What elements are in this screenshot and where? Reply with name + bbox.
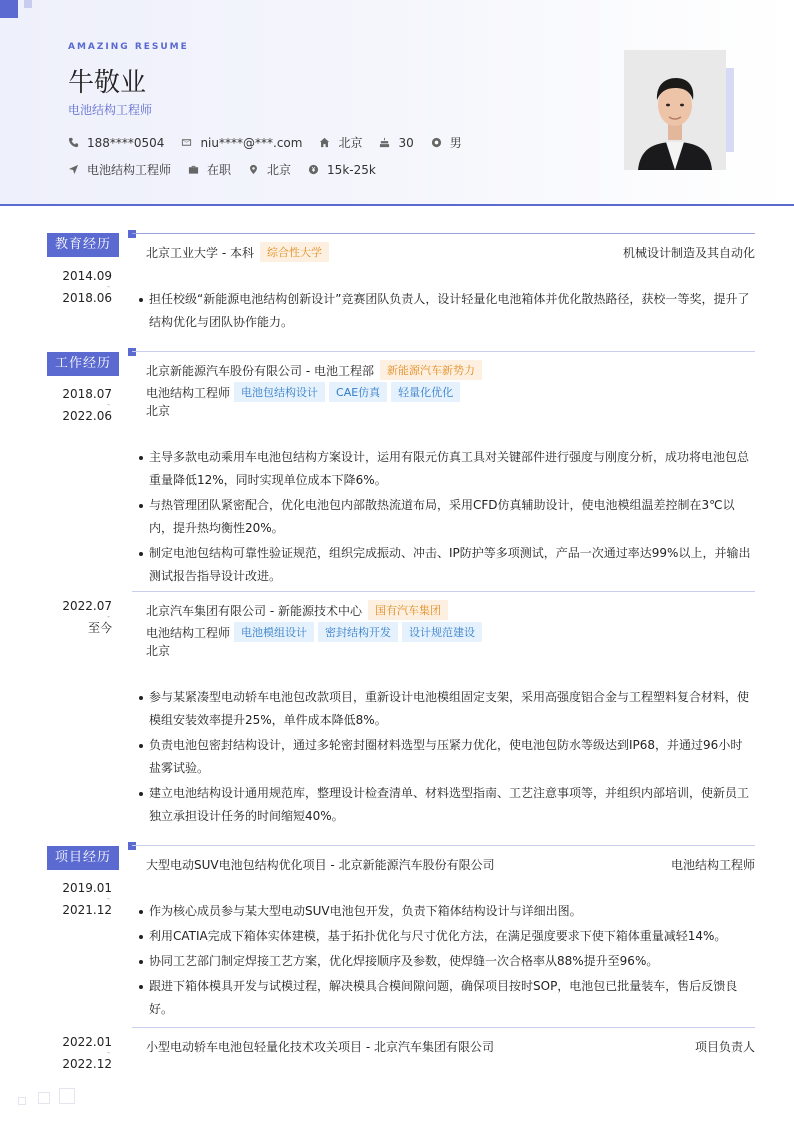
section-divider [132, 351, 755, 352]
skill-tag: 电池包结构设计 [234, 382, 325, 402]
date-separator: - [107, 894, 110, 903]
target-city-item [248, 161, 291, 178]
date-end: 2021.12 [62, 903, 112, 917]
skill-tag: 密封结构开发 [318, 622, 398, 642]
section-divider [132, 233, 755, 234]
skill-tag: 设计规范建设 [402, 622, 482, 642]
job-intent-row [68, 161, 393, 178]
date-separator: - [107, 400, 110, 409]
list-item: 负责电池包密封结构设计，通过多轮密封圈材料选型与压紧力优化，使电池包防水等级达到IP68，并通过96小时盐雾试验。 [138, 734, 752, 780]
candidate-title: 电池结构工程师 [68, 103, 153, 117]
residence-text: 北京 [338, 136, 363, 150]
project-date-range-2 [42, 1035, 112, 1071]
candidate-name: 牛敬业 [68, 68, 147, 98]
status-item [188, 161, 231, 178]
skill-tag: 电池模组设计 [234, 622, 314, 642]
section-marker [128, 230, 136, 238]
skill-tag: CAE仿真 [329, 382, 387, 402]
education-major: 机械设计制造及其自动化 [622, 246, 755, 260]
company-type-tag: 国有汽车集团 [368, 600, 448, 620]
section-label-projects: 项目经历 [47, 846, 119, 870]
decorative-square [0, 0, 18, 18]
email-item [181, 136, 302, 150]
home-icon [319, 137, 330, 148]
target-city-text: 北京 [267, 163, 292, 177]
education-date-range [42, 269, 112, 305]
resume-header [0, 0, 794, 206]
section-label-work: 工作经历 [47, 352, 119, 376]
list-item: 与热管理团队紧密配合，优化电池包内部散热流道布局，采用CFD仿真辅助设计，使电池模组温差控制在3℃以内，提升热均衡性20%。 [138, 494, 752, 540]
list-item: 跟进下箱体模具开发与试模过程，解决模具合模间隙问题，确保项目按时SOP，电池包已批量装车，售后反馈良好。 [138, 975, 752, 1021]
section-marker [128, 348, 136, 356]
work-title-row-1 [146, 360, 482, 380]
skill-tag: 轻量化优化 [391, 382, 460, 402]
date-end: 2018.06 [62, 291, 112, 305]
work-role-row-1 [146, 382, 460, 402]
salary-icon [308, 164, 319, 175]
age-text: 30 [398, 135, 414, 150]
work-location: 北京 [146, 404, 171, 418]
resume-tagline: AMAZING RESUME [68, 42, 189, 52]
project-date-range-1 [42, 881, 112, 917]
date-start: 2018.07 [62, 387, 112, 401]
briefcase-icon [188, 164, 199, 175]
age-item [379, 136, 413, 150]
company-type-tag: 新能源汽车新势力 [380, 360, 482, 380]
entry-divider [132, 591, 755, 592]
date-end: 至今 [87, 621, 112, 635]
mail-icon [181, 137, 192, 148]
target-position-text: 电池结构工程师 [87, 163, 172, 177]
residence-item [319, 134, 362, 151]
gender-text: 男 [449, 136, 462, 150]
list-item: 利用CATIA完成下箱体实体建模，基于拓扑优化与尺寸优化方法，在满足强度要求下使下箱体重量减轻14%。 [138, 925, 752, 948]
date-start: 2022.01 [62, 1035, 112, 1049]
project-name: 小型电动轿车电池包轻量化技术攻关项目 - 北京汽车集团有限公司 [146, 1040, 494, 1054]
section-label-education: 教育经历 [47, 233, 119, 257]
contact-info-row [68, 134, 479, 151]
list-item: 制定电池包结构可靠性验证规范，组织完成振动、冲击、IP防护等多项测试，产品一次通过率达99%以上，并输出测试报告指导设计改进。 [138, 542, 752, 588]
location-pin-icon [248, 164, 259, 175]
project-role: 电池结构工程师 [670, 858, 755, 872]
section-divider [132, 845, 755, 846]
phone-icon [68, 137, 79, 148]
gender-item [431, 134, 462, 151]
project-bullet-list-1 [138, 900, 752, 1023]
work-date-range-2 [42, 599, 112, 635]
education-bullet-list [138, 288, 752, 336]
decorative-square [38, 1092, 50, 1104]
list-item: 协同工艺部门制定焊接工艺方案，优化焊接顺序及参数，使焊缝一次合格率从88%提升至96%。 [138, 950, 752, 973]
date-start: 2022.07 [62, 599, 112, 613]
project-name: 大型电动SUV电池包结构优化项目 - 北京新能源汽车股份有限公司 [146, 858, 495, 872]
decorative-square [18, 1097, 26, 1105]
list-item: 建立电池结构设计通用规范库，整理设计检查清单、材料选型指南、工艺注意事项等，并组织内部培训，使新员工独立承担设计任务的时间缩短40%。 [138, 782, 752, 828]
education-title-row [146, 242, 329, 262]
job-role: 电池结构工程师 [146, 625, 231, 640]
job-role: 电池结构工程师 [146, 385, 231, 400]
list-item: 担任校级“新能源电池结构创新设计”竞赛团队负责人，设计轻量化电池箱体并优化散热路径，获校一等奖，提升了结构优化与团队协作能力。 [138, 288, 752, 334]
work-title-row-2 [146, 600, 448, 620]
gender-icon [431, 137, 442, 148]
decorative-square-small [24, 0, 32, 8]
date-separator: - [107, 612, 110, 621]
profile-photo-frame [624, 50, 734, 170]
status-text: 在职 [207, 163, 232, 177]
cake-icon [379, 137, 390, 148]
work-bullet-list-1 [138, 446, 752, 590]
send-icon [68, 164, 79, 175]
date-end: 2022.12 [62, 1057, 112, 1071]
section-marker [128, 842, 136, 850]
project-role: 项目负责人 [694, 1040, 755, 1054]
work-date-range-1 [42, 387, 112, 423]
date-start: 2014.09 [62, 269, 112, 283]
entry-divider [132, 1027, 755, 1028]
work-role-row-2 [146, 622, 482, 642]
company-department: 北京汽车集团有限公司 - 新能源技术中心 [146, 603, 362, 618]
salary-item [308, 163, 376, 177]
date-separator: - [107, 282, 110, 291]
work-location: 北京 [146, 644, 171, 658]
school-type-tag: 综合性大学 [260, 242, 329, 262]
work-bullet-list-2 [138, 686, 752, 830]
list-item: 参与某紧凑型电动轿车电池包改款项目，重新设计电池模组固定支架，采用高强度铝合金与工程塑料复合材料，使模组安装效率提升25%，单件成本降低8%。 [138, 686, 752, 732]
project-title-row-1 [146, 856, 495, 873]
list-item: 主导多款电动乘用车电池包结构方案设计，运用有限元仿真工具对关键部件进行强度与刚度分析，成功将电池包总重量降低12%，同时实现单位成本下降6%。 [138, 446, 752, 492]
project-title-row-2 [146, 1038, 494, 1055]
target-position-item [68, 161, 171, 178]
phone-text: 188****0504 [87, 135, 165, 150]
salary-text: 15k-25k [327, 162, 376, 177]
date-end: 2022.06 [62, 409, 112, 423]
date-separator: - [107, 1048, 110, 1057]
school-degree: 北京工业大学 - 本科 [146, 245, 254, 260]
company-department: 北京新能源汽车股份有限公司 - 电池工程部 [146, 363, 374, 378]
profile-photo [624, 50, 726, 170]
decorative-square [59, 1088, 75, 1104]
date-start: 2019.01 [62, 881, 112, 895]
list-item: 作为核心成员参与某大型电动SUV电池包开发，负责下箱体结构设计与详细出图。 [138, 900, 752, 923]
phone-item [68, 136, 164, 150]
email-text: niu****@***.com [200, 135, 303, 150]
